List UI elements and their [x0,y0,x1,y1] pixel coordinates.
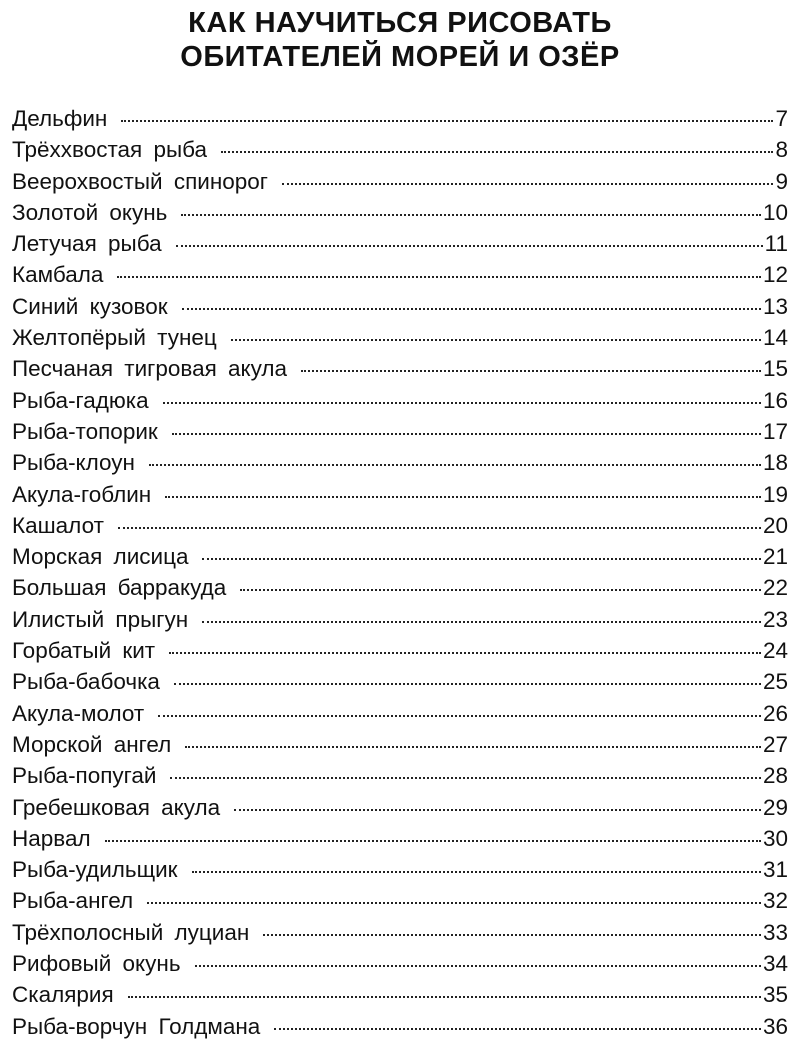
toc-entry-title: Большая барракуда [12,575,227,601]
toc-page-number: 34 [762,951,788,977]
toc-entry-title: Илистый прыгун [12,606,189,632]
toc-page-number: 7 [775,106,788,131]
dot-leader [185,746,761,748]
toc-page-number: 27 [762,731,788,757]
dot-leader [165,496,761,498]
toc-entry-title: Рыба-попугай [12,763,157,789]
toc-entry[interactable] [12,197,788,228]
toc-entry-title: Морская лисица [12,544,189,570]
dot-leader [182,308,761,310]
dot-leader [240,589,761,591]
toc-entry-title: Акула-молот [12,700,145,726]
toc-entry-title: Рыба-гадюка [12,387,149,413]
toc-entry[interactable] [12,510,788,541]
toc-page-number: 25 [762,669,788,695]
toc-entry-title: Рифовый окунь [12,951,181,977]
toc-entry-title: Рыба-удильщик [12,857,178,883]
toc-entry[interactable] [12,917,788,948]
dot-leader [149,464,761,466]
toc-entry[interactable] [12,166,788,197]
toc-entry-title: Веерохвостый спинорог [12,168,268,194]
toc-entry-title: Синий кузовок [12,293,168,319]
toc-entry-title: Акула-гоблин [12,481,152,507]
dot-leader [192,871,761,873]
dot-leader [301,370,761,372]
dot-leader [169,652,761,654]
toc-page-number: 31 [762,857,788,883]
toc-page-number: 30 [762,825,788,851]
toc-entry-title: Горбатый кит [12,638,156,664]
toc-entry-title: Рыба-топорик [12,418,158,444]
toc-entry[interactable] [12,854,788,885]
toc-entry-title: Скалярия [12,982,114,1008]
dot-leader [195,965,761,967]
toc-page-number: 9 [775,168,788,194]
toc-entry-title: Трёххвостая рыба [12,137,208,163]
toc-entry-title: Летучая рыба [12,231,162,257]
toc-entry[interactable] [12,291,788,322]
toc-page-number: 15 [762,356,788,382]
toc-entry[interactable] [12,760,788,791]
dot-leader [176,245,763,247]
toc-page-number: 23 [762,606,788,632]
toc-entry-title: Кашалот [12,512,104,538]
toc-page-number: 35 [762,982,788,1008]
toc-entry[interactable] [12,228,788,259]
dot-leader [105,840,761,842]
toc-page-number: 24 [762,638,788,664]
dot-leader [117,276,761,278]
toc-entry[interactable] [12,479,788,510]
toc-entry[interactable] [12,103,788,134]
toc-entry[interactable] [12,948,788,979]
dot-leader [202,558,760,560]
toc-entry[interactable] [12,635,788,666]
toc-page-number: 28 [762,763,788,789]
toc-entry-title: Рыба-ворчун Голдмана [12,1013,261,1039]
page-title [0,6,800,74]
toc-entry[interactable] [12,604,788,635]
dot-leader [181,214,761,216]
toc-entry[interactable] [12,823,788,854]
dot-leader [170,777,760,779]
toc-entry-title: Песчаная тигровая акула [12,356,288,382]
toc-page-number: 13 [762,293,788,319]
dot-leader [128,996,761,998]
title-line-1: КАК НАУЧИТЬСЯ РИСОВАТЬ [188,7,612,39]
toc-entry-title: Рыба-бабочка [12,669,160,695]
toc-page-number: 18 [762,450,788,476]
toc-page-number: 16 [762,387,788,413]
title-line-2: ОБИТАТЕЛЕЙ МОРЕЙ И ОЗЁР [180,41,620,73]
toc-page-number: 10 [762,199,788,225]
toc-entry[interactable] [12,666,788,697]
toc-entry-title: Рыба-ангел [12,888,134,914]
dot-leader [231,339,761,341]
toc-entry[interactable] [12,729,788,760]
toc-entry[interactable] [12,541,788,572]
toc-entry[interactable] [12,416,788,447]
dot-leader [121,120,773,122]
dot-leader [158,715,761,717]
dot-leader [234,809,761,811]
toc-page-number: 22 [762,575,788,601]
toc-entry[interactable] [12,979,788,1010]
toc-entry[interactable] [12,322,788,353]
dot-leader [202,621,761,623]
toc-entry-title: Желтопёрый тунец [12,325,217,351]
toc-page-number: 29 [762,794,788,820]
toc-page-number: 26 [762,700,788,726]
toc-page-number: 32 [762,888,788,914]
toc-page-number: 11 [764,231,788,257]
dot-leader [147,902,761,904]
toc-page-number: 36 [762,1013,788,1039]
toc-entry[interactable] [12,134,788,165]
toc-entry[interactable] [12,259,788,290]
toc-entry[interactable] [12,885,788,916]
toc-entry[interactable] [12,447,788,478]
toc-page-number: 20 [762,512,788,538]
toc-entry[interactable] [12,792,788,823]
toc-entry[interactable] [12,1011,788,1042]
toc-page-number: 21 [762,544,788,570]
toc-entry[interactable] [12,572,788,603]
toc-page-number: 19 [762,481,788,507]
toc-entry-title: Нарвал [12,825,91,851]
toc-entry-title: Морской ангел [12,731,172,757]
dot-leader [282,183,773,185]
toc-entry[interactable] [12,698,788,729]
dot-leader [172,433,761,435]
toc-page-number: 12 [762,262,788,288]
dot-leader [274,1028,761,1030]
toc-entry[interactable] [12,385,788,416]
toc-entry[interactable] [12,353,788,384]
dot-leader [263,934,761,936]
dot-leader [118,527,761,529]
toc-page-number: 17 [762,418,788,444]
dot-leader [221,151,773,153]
toc-entry-title: Золотой окунь [12,199,168,225]
toc-entry-title: Трёхполосный луциан [12,919,250,945]
toc-entry-title: Рыба-клоун [12,450,135,476]
table-of-contents [12,103,788,1042]
toc-page-number: 14 [762,325,788,351]
toc-entry-title: Дельфин [12,106,108,131]
toc-entry-title: Камбала [12,262,104,288]
toc-entry-title: Гребешковая акула [12,794,221,820]
toc-page-number: 8 [775,137,788,163]
toc-page-number: 33 [762,919,788,945]
dot-leader [174,683,761,685]
dot-leader [163,402,761,404]
